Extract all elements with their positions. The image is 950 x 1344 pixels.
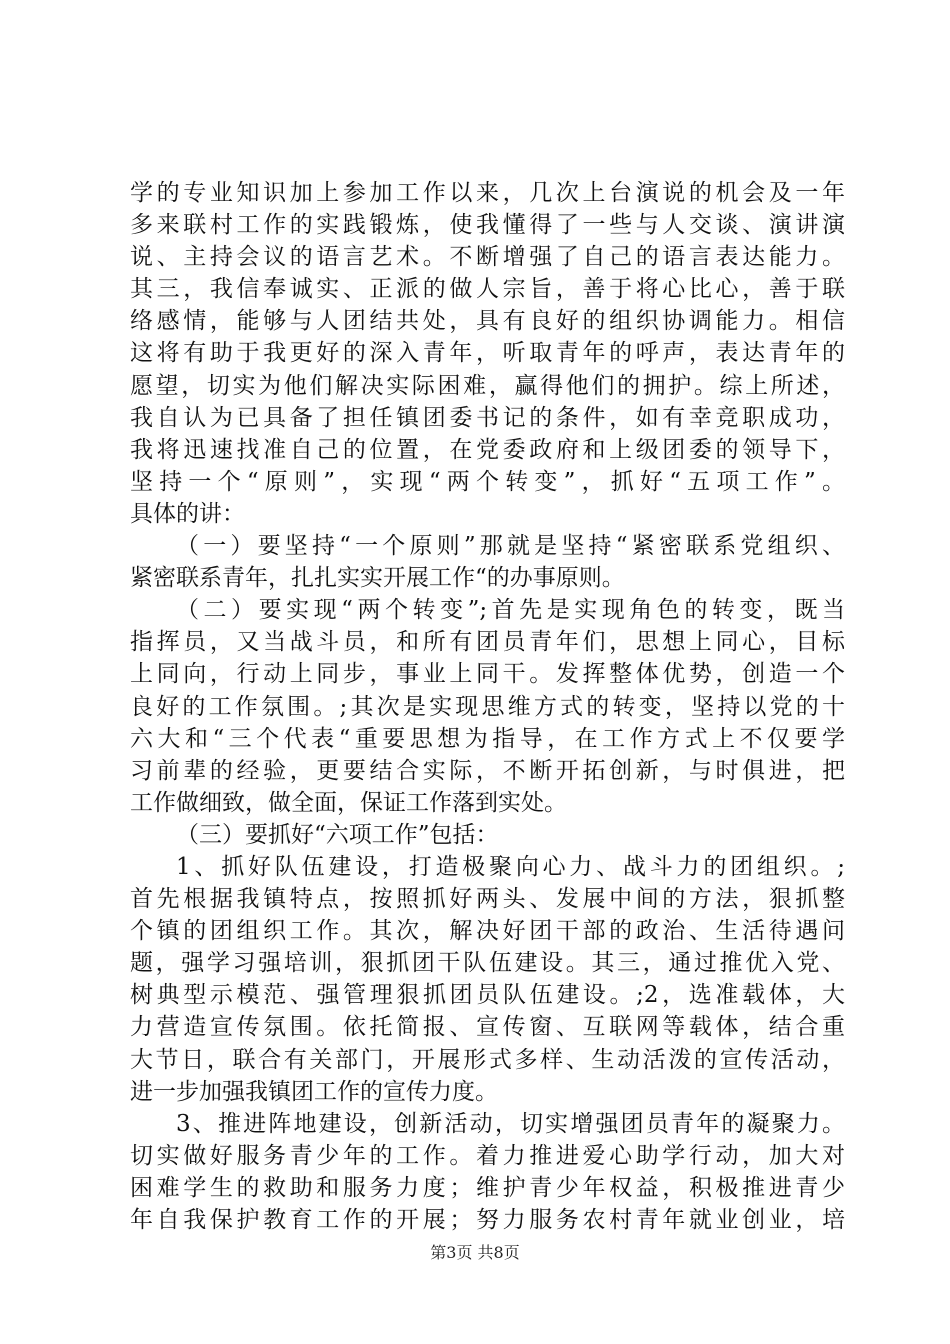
text-line: 络感情，能够与人团结共处，具有良好的组织协调能力。相信 <box>130 308 845 335</box>
text-line: 个镇的团组织工作。其次，解决好团干部的政治、生活待遇问 <box>130 918 845 945</box>
text-line: 进一步加强我镇团工作的宣传力度。 <box>130 1078 498 1105</box>
text-line: 说、主持会议的语言艺术。不断增强了自己的语言表达能力。 <box>130 244 845 271</box>
text-line: 愿望，切实为他们解决实际困难，赢得他们的拥护。综上所述， <box>130 372 845 399</box>
text-line: 首先根据我镇特点，按照抓好两头、发展中间的方法，狠抓整 <box>130 886 845 913</box>
text-line: 我自认为已具备了担任镇团委书记的条件，如有幸竞职成功， <box>130 404 845 431</box>
text-line: 大节日，联合有关部门，开展形式多样、生动活泼的宣传活动， <box>130 1046 845 1073</box>
text-line: 我将迅速找准自己的位置，在党委政府和上级团委的领导下， <box>130 436 845 463</box>
document-body <box>130 177 845 1236</box>
text-line: 困难学生的救助和服务力度；维护青少年权益，积极推进青少 <box>130 1174 845 1201</box>
text-line: 树典型示模范、强管理狠抓团员队伍建设。;2，选准载体，大 <box>130 982 845 1009</box>
text-line: 3、推进阵地建设，创新活动，切实增强团员青年的凝聚力。 <box>176 1110 845 1137</box>
text-line: 具体的讲： <box>130 500 245 527</box>
text-line: 力营造宣传氛围。依托简报、宣传窗、互联网等载体，结合重 <box>130 1014 845 1041</box>
text-line: 切实做好服务青少年的工作。着力推进爱心助学行动，加大对 <box>130 1142 845 1169</box>
text-line: 坚持一个“原则”，实现“两个转变”，抓好“五项工作”。 <box>130 468 845 495</box>
text-line: （一）要坚持“一个原则”那就是坚持“紧密联系党组织、 <box>176 533 845 560</box>
text-line: 习前辈的经验，更要结合实际，不断开拓创新，与时俱进，把 <box>130 757 845 784</box>
text-line: 这将有助于我更好的深入青年，听取青年的呼声，表达青年的 <box>130 340 845 367</box>
text-line: 学的专业知识加上参加工作以来，几次上台演说的机会及一年 <box>130 180 845 206</box>
text-line: 六大和“三个代表“重要思想为指导，在工作方式上不仅要学 <box>130 725 845 752</box>
text-line: 上同向，行动上同步，事业上同干。发挥整体优势，创造一个 <box>130 661 845 688</box>
page-footer: 第3页 共8页 <box>430 1243 520 1262</box>
text-line: （二）要实现“两个转变”;首先是实现角色的转变，既当 <box>176 597 845 624</box>
text-line: 工作做细致，做全面，保证工作落到实处。 <box>130 789 567 816</box>
text-line: 紧密联系青年，扎扎实实开展工作“的办事原则。 <box>130 565 625 592</box>
text-line: 题，强学习强培训，狠抓团干队伍建设。其三，通过推优入党、 <box>130 950 845 977</box>
text-line: 良好的工作氛围。;其次是实现思维方式的转变，坚持以党的十 <box>130 693 845 720</box>
text-line: 1、抓好队伍建设，打造极聚向心力、战斗力的团组织。; <box>176 853 845 880</box>
text-line: 其三，我信奉诚实、正派的做人宗旨，善于将心比心，善于联 <box>130 276 845 303</box>
text-line: 多来联村工作的实践锻炼，使我懂得了一些与人交谈、演讲演 <box>130 212 845 239</box>
text-line: 指挥员，又当战斗员，和所有团员青年们，思想上同心，目标 <box>130 629 845 656</box>
text-line: （三）要抓好“六项工作”包括： <box>176 821 499 848</box>
text-line: 年自我保护教育工作的开展；努力服务农村青年就业创业，培 <box>130 1207 845 1233</box>
